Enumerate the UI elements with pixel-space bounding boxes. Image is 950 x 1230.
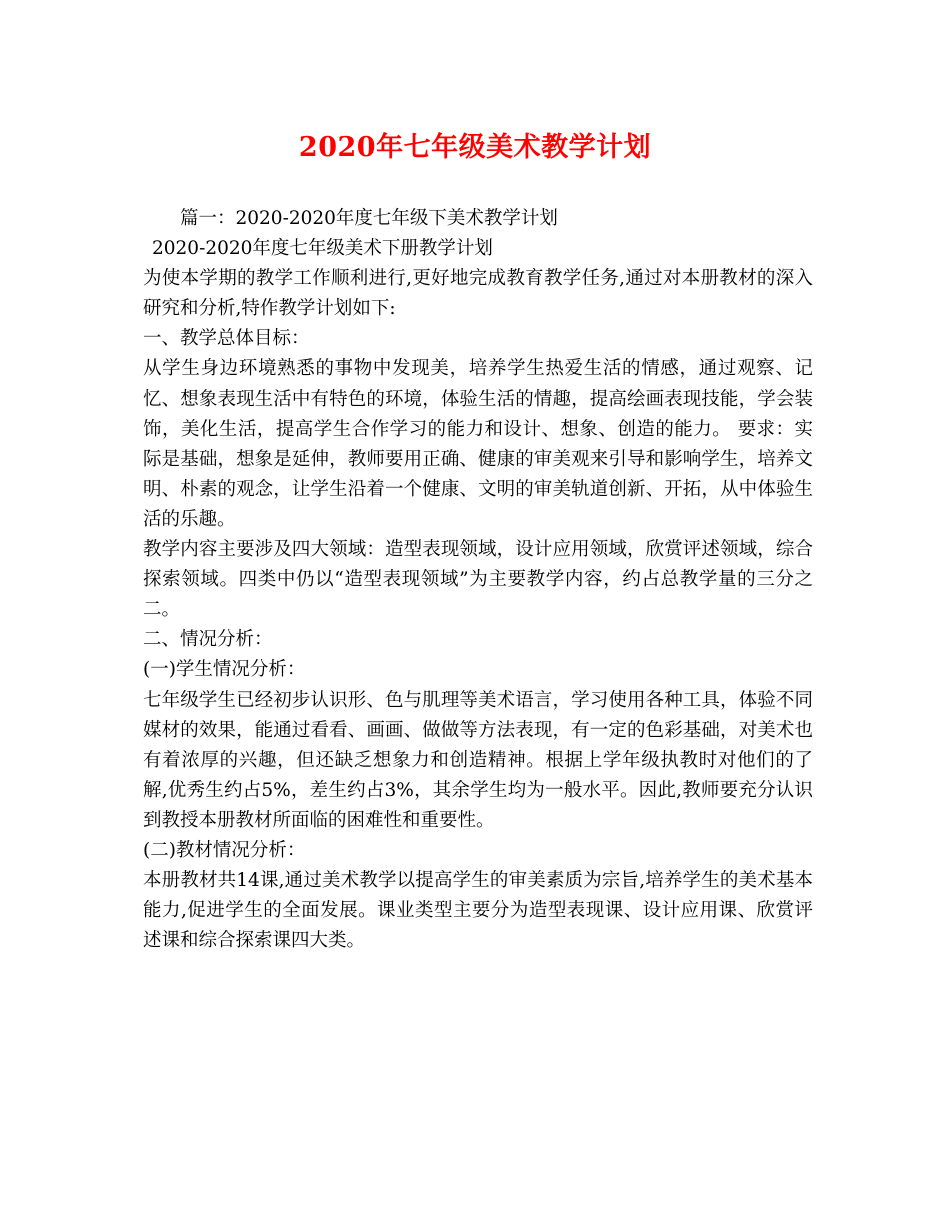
paragraph-student-analysis: 七年级学生已经初步认识形、色与肌理等美术语言，学习使用各种工具，体验不同媒材的效果，能通过看看、画画、做做等方法表现，有一定的色彩基础，对美术也有着浓厚的兴趣，但还缺乏想象力和创造精神。根据上学年级执教时对他们的了解,优秀生约占5%，差生约占3%，其余学生均为一般水平。因此,教师要充分认识到教授本册教材所面临的困难性和重要性。 bbox=[143, 689, 813, 831]
document-title: 2020年七年级美术教学计划 bbox=[298, 132, 652, 163]
paragraph-content-areas: 教学内容主要涉及四大领域：造型表现领域，设计应用领域，欣赏评述领域，综合探索领域。四类中仍以“造型表现领域”为主要教学内容，约占总教学量的三分之二。 bbox=[143, 539, 813, 621]
paragraph-plan-subtitle: 2020-2020年度七年级美术下册教学计划 bbox=[152, 238, 493, 260]
paragraph-intro: 为使本学期的教学工作顺利进行,更好地完成教育教学任务,通过对本册教材的深入研究和分析,特作教学计划如下: bbox=[143, 268, 813, 320]
paragraph-textbook-analysis: 本册教材共14课,通过美术教学以提高学生的审美素质为宗旨,培养学生的美术基本能力,促进学生的全面发展。课业类型主要分为造型表现课、设计应用课、欣赏评述课和综合探索课四大类。 bbox=[143, 870, 813, 952]
subsection-heading-textbook: (二)教材情况分析： bbox=[143, 839, 306, 861]
section-heading-goals: 一、教学总体目标： bbox=[143, 328, 310, 350]
section-heading-analysis: 二、情况分析： bbox=[143, 629, 273, 651]
paragraph-article-heading: 篇一：2020-2020年度七年级下美术教学计划 bbox=[180, 208, 558, 229]
document-body bbox=[143, 204, 813, 956]
paragraph-goals: 从学生身边环境熟悉的事物中发现美，培养学生热爱生活的情感，通过观察、记忆、想象表现生活中有特色的环境，体验生活的情趣，提高绘画表现技能，学会装饰，美化生活，提高学生合作学习的能力和设计、想象、创造的能力。 要求：实际是基础，想象是延伸，教师要用正确、健康的审美观来引导和影响学生，培养文明、朴素的观念，让学生沿着一个健康、文明的审美轨道创新、开拓，从中体验生活的乐趣。 bbox=[143, 358, 813, 530]
subsection-heading-students: (一)学生情况分析： bbox=[143, 659, 306, 681]
